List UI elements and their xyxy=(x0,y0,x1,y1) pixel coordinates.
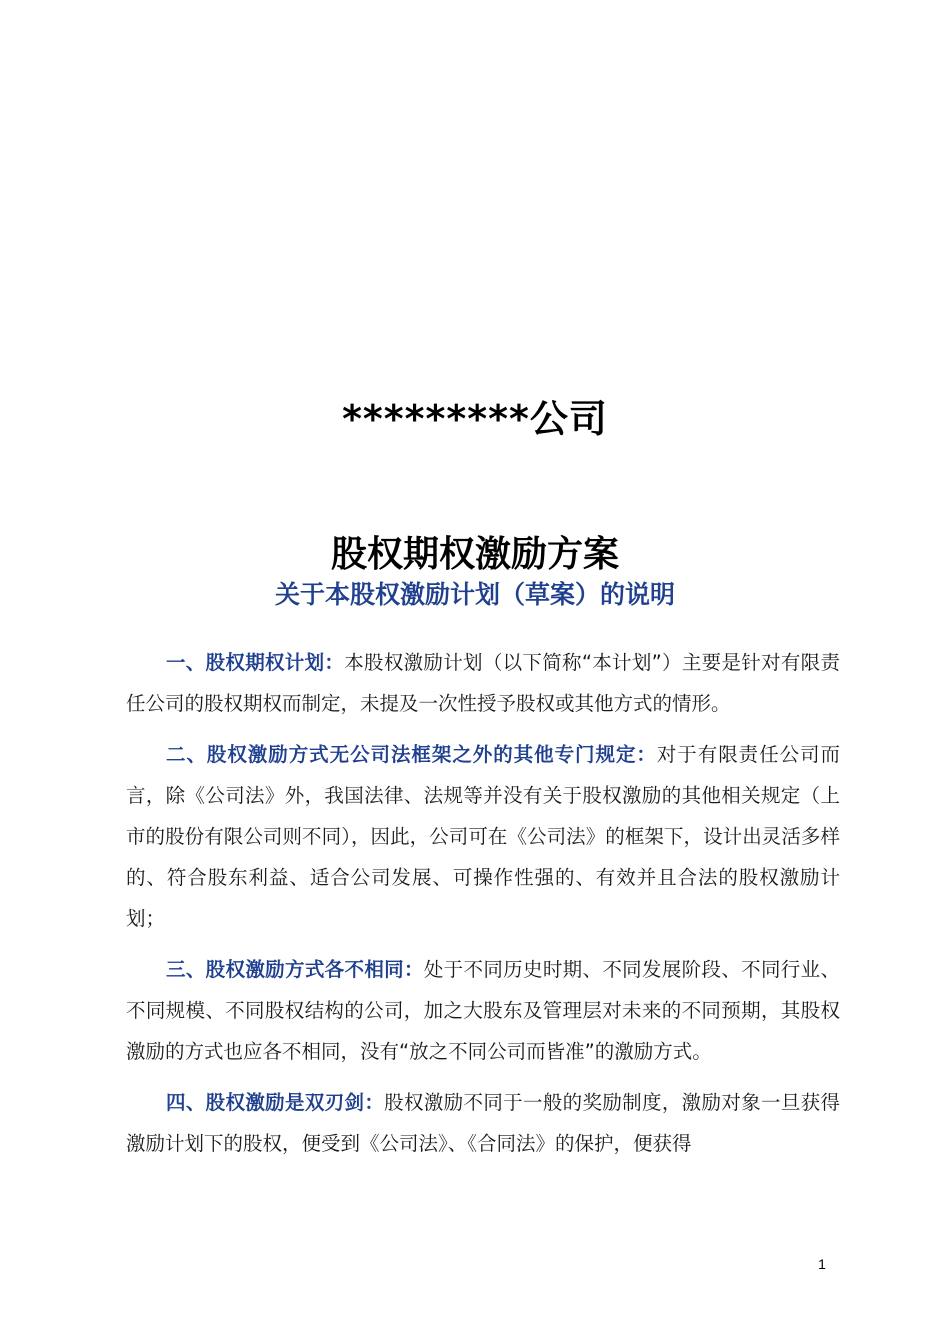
document-body xyxy=(126,642,840,1174)
section-1-paragraph xyxy=(126,642,840,724)
page-number: 1 xyxy=(818,1256,826,1272)
document-title: 股权期权激励方案 xyxy=(330,534,619,575)
section-4-text: 股权激励不同于一般的奖励制度，激励对象一旦获得激励计划下的股权，便受到《公司法》、《合同法》的保护，便获得 xyxy=(126,1091,840,1155)
section-2-text: 对于有限责任公司而言，除《公司法》外，我国法律、法规等并没有关于股权激励的其他相关规定（上市的股份有限公司则不同），因此，公司可在《公司法》的框架下，设计出灵活多样的、符合股东利益、适合公司发展、可操作性强的、有效并且合法的股权激励计划； xyxy=(126,743,840,930)
section-3-heading: 三、股权激励方式各不相同： xyxy=(166,958,424,981)
section-2-heading: 二、股权激励方式无公司法框架之外的其他专门规定： xyxy=(166,743,657,766)
section-3-paragraph xyxy=(126,949,840,1072)
section-4-heading: 四、股权激励是双刃剑： xyxy=(166,1091,385,1114)
company-name: *********公司 xyxy=(342,397,608,441)
section-3-text: 处于不同历史时期、不同发展阶段、不同行业、不同规模、不同股权结构的公司，加之大股东及管理层对未来的不同预期，其股权激励的方式也应各不相同，没有“放之不同公司而皆准”的激励方式。 xyxy=(126,958,840,1063)
section-4-paragraph xyxy=(126,1082,840,1164)
section-2-paragraph xyxy=(126,734,840,939)
section-1-text: 本股权激励计划（以下简称“本计划”）主要是针对有限责任公司的股权期权而制定，未提及一次性授予股权或其他方式的情形。 xyxy=(126,651,840,715)
document-subtitle: 关于本股权激励计划（草案）的说明 xyxy=(274,580,675,609)
section-1-heading: 一、股权期权计划： xyxy=(166,651,345,674)
